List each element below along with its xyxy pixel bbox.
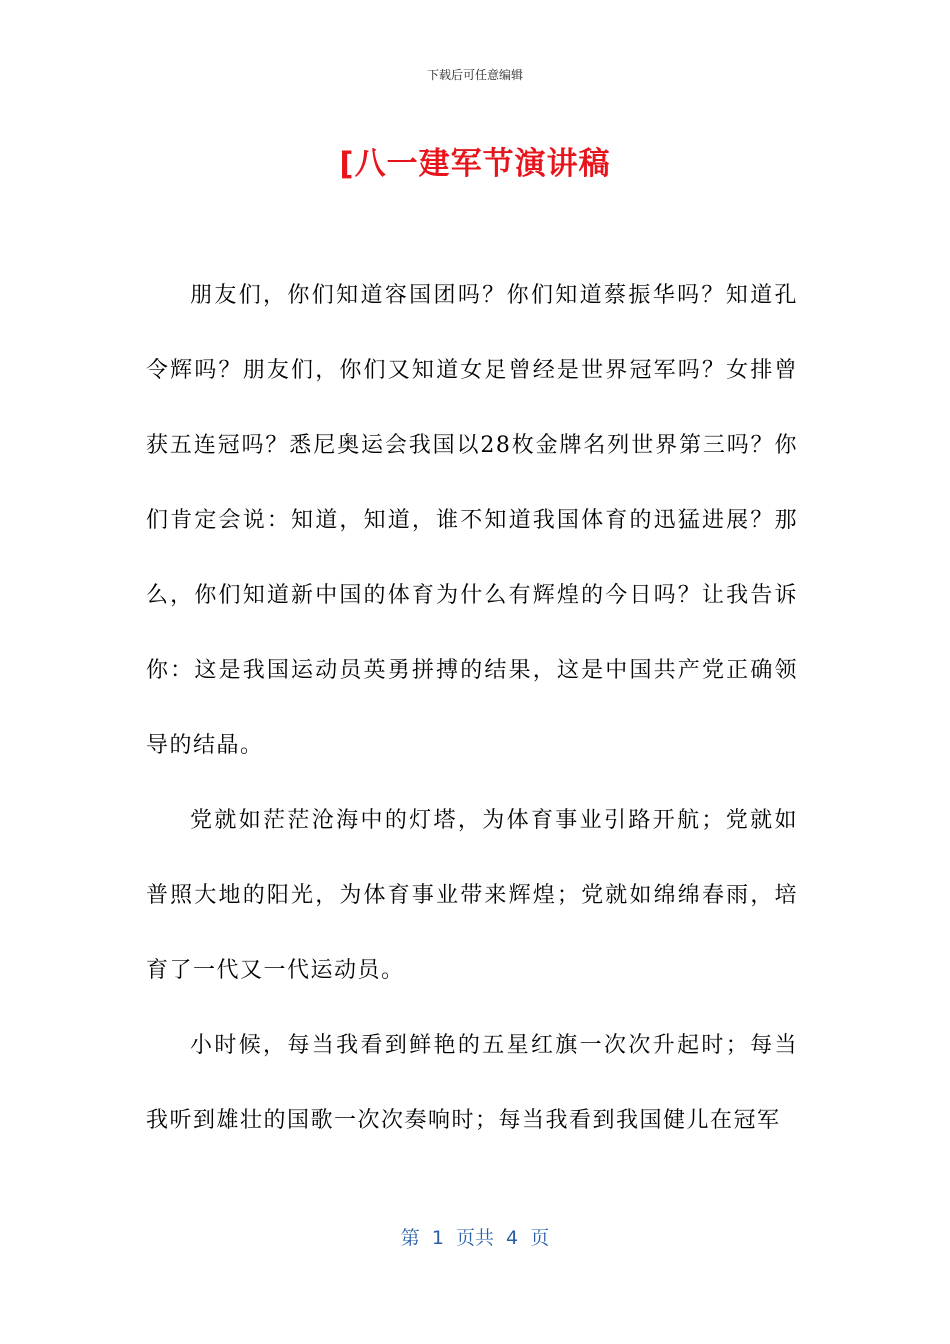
page-label-prefix: 第 xyxy=(400,1227,420,1249)
paragraph-1: 朋友们，你们知道容国团吗？你们知道蔡振华吗？知道孔令辉吗？朋友们，你们又知道女足曾经是世界冠军吗？女排曾获五连冠吗？悉尼奥运会我国以28枚金牌名列世界第三吗？你们肯定会说：知道，知道，谁不知道我国体育的迅猛进展？那么，你们知道新中国的体育为什么有辉煌的今日吗？让我告诉你：这是我国运动员英勇拼搏的结果，这是中国共产党正确领导的结晶。 xyxy=(146,283,798,758)
current-page-number: 1 xyxy=(431,1227,444,1249)
page-header-note: 下载后可任意编辑 xyxy=(426,68,523,82)
total-pages-number: 4 xyxy=(506,1227,519,1249)
page-label-mid: 页共 xyxy=(455,1227,494,1249)
document-body xyxy=(146,258,798,1158)
paragraph-2: 党就如茫茫沧海中的灯塔，为体育事业引路开航；党就如普照大地的阳光，为体育事业带来辉煌；党就如绵绵春雨，培育了一代又一代运动员。 xyxy=(146,808,798,983)
document-title: [八一建军节演讲稿 xyxy=(339,146,611,182)
page-footer xyxy=(0,1224,950,1252)
paragraph-3: 小时候，每当我看到鲜艳的五星红旗一次次升起时；每当我听到雄壮的国歌一次次奏响时；每当我看到我国健儿在冠军 xyxy=(146,1033,798,1133)
page-label-suffix: 页 xyxy=(530,1227,550,1249)
